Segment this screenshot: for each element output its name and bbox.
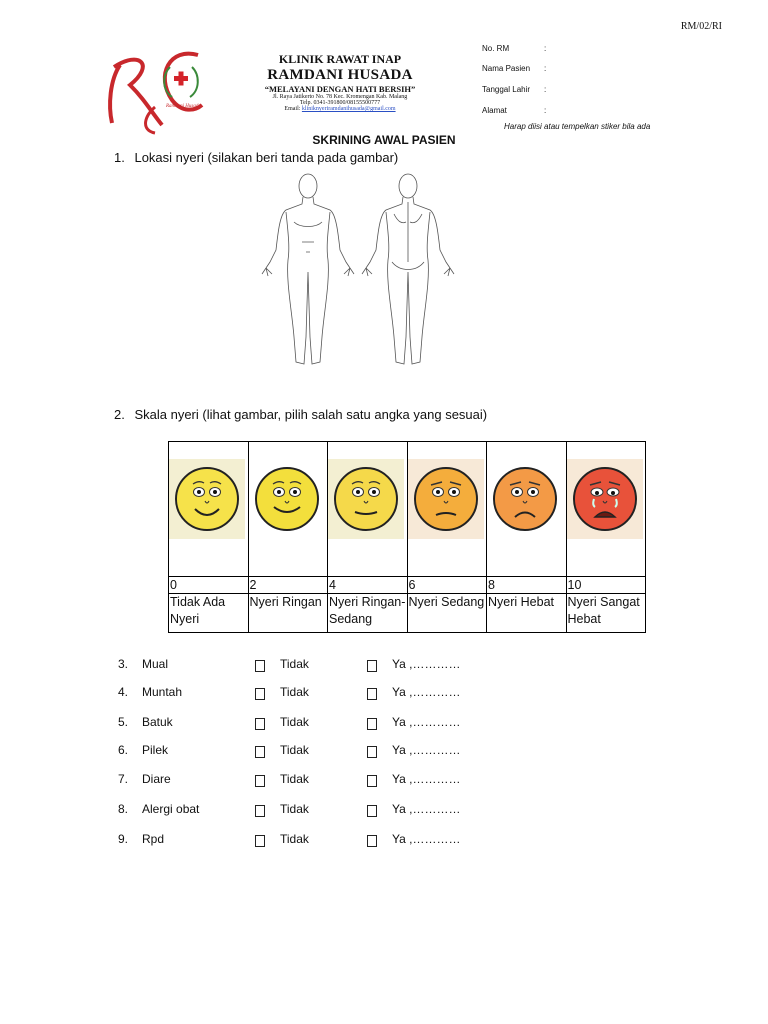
- pain-score[interactable]: 4: [328, 577, 408, 594]
- clinic-phone: Telp. 0341-391800/08155500777: [299, 100, 381, 106]
- pain-label: Tidak Ada Nyeri: [169, 594, 249, 633]
- body-front: [262, 174, 354, 364]
- question-2: [114, 407, 487, 422]
- question-number: 4.: [118, 685, 129, 699]
- pain-face-sad-icon: [487, 459, 563, 539]
- question-label: Rpd: [142, 832, 165, 846]
- clinic-tagline: “MELAYANI DENGAN HATI BERSIH”: [264, 84, 416, 94]
- question-label: Mual: [142, 657, 169, 671]
- checkbox-tidak[interactable]: [255, 715, 265, 733]
- pain-label: Nyeri Sedang: [407, 594, 487, 633]
- body-map-figure[interactable]: [240, 172, 478, 368]
- pain-face-cell[interactable]: [487, 442, 567, 577]
- option-ya-label: Ya ,…………: [392, 715, 461, 729]
- pain-score[interactable]: 8: [487, 577, 567, 594]
- option-ya-label: Ya ,…………: [392, 685, 461, 699]
- pain-label: Nyeri Hebat: [487, 594, 567, 633]
- checkbox-ya[interactable]: [367, 832, 377, 850]
- checkbox-ya[interactable]: [367, 657, 377, 675]
- question-number: 6.: [118, 743, 129, 757]
- pain-labels-row: [169, 594, 646, 633]
- form-title: SKRINING AWAL PASIEN: [312, 133, 456, 147]
- question-number: 7.: [118, 772, 129, 786]
- body-back: [362, 174, 454, 364]
- pain-label: Nyeri Ringan: [248, 594, 328, 633]
- field-no-rm: No. RM :: [482, 44, 547, 53]
- question-1: [114, 150, 398, 165]
- option-tidak-label: Tidak: [280, 685, 309, 699]
- q2-text: Skala nyeri (lihat gambar, pilih salah satu angka yang sesuai): [134, 407, 488, 422]
- pain-face-grin-icon: [249, 459, 325, 539]
- pain-face-smile-icon: [169, 459, 245, 539]
- pain-face-neutral-icon: [328, 459, 404, 539]
- pain-face-cry-icon: [567, 459, 643, 539]
- checkbox-ya[interactable]: [367, 743, 377, 761]
- option-tidak-label: Tidak: [280, 832, 309, 846]
- checkbox-ya[interactable]: [367, 802, 377, 820]
- clinic-header: [220, 52, 460, 112]
- question-number: 5.: [118, 715, 129, 729]
- pain-label: Nyeri Sangat Hebat: [566, 594, 646, 633]
- clinic-email-line: [220, 106, 460, 112]
- option-tidak-label: Tidak: [280, 772, 309, 786]
- checkbox-tidak[interactable]: [255, 802, 265, 820]
- option-tidak-label: Tidak: [280, 657, 309, 671]
- question-label: Muntah: [142, 685, 183, 699]
- pain-face-cell[interactable]: [566, 442, 646, 577]
- checkbox-tidak[interactable]: [255, 772, 265, 790]
- checkbox-tidak[interactable]: [255, 657, 265, 675]
- q1-text: Lokasi nyeri (silakan beri tanda pada gambar): [134, 150, 399, 165]
- question-number: 3.: [118, 657, 129, 671]
- clinic-logo: [100, 45, 210, 135]
- field-alamat: Alamat :: [482, 106, 547, 115]
- pain-face-cell[interactable]: [169, 442, 249, 577]
- pain-face-cell[interactable]: [248, 442, 328, 577]
- question-label: Pilek: [142, 743, 169, 757]
- option-tidak-label: Tidak: [280, 715, 309, 729]
- option-tidak-label: Tidak: [280, 743, 309, 757]
- checkbox-tidak[interactable]: [255, 743, 265, 761]
- clinic-type: KLINIK RAWAT INAP: [278, 52, 402, 66]
- checkbox-ya[interactable]: [367, 772, 377, 790]
- pain-score[interactable]: 6: [407, 577, 487, 594]
- question-number: 9.: [118, 832, 129, 846]
- checkbox-ya[interactable]: [367, 715, 377, 733]
- question-number: 8.: [118, 802, 129, 816]
- clinic-address: Jl. Raya Jatikerto No. 78 Kec. Kromengan Kab. Malang: [272, 94, 408, 100]
- pain-score[interactable]: 2: [248, 577, 328, 594]
- q1-number: 1.: [114, 150, 125, 165]
- option-ya-label: Ya ,…………: [392, 657, 461, 671]
- pain-score[interactable]: 10: [566, 577, 646, 594]
- pain-score[interactable]: 0: [169, 577, 249, 594]
- checkbox-tidak[interactable]: [255, 832, 265, 850]
- pain-scores-row: [169, 577, 646, 594]
- option-ya-label: Ya ,…………: [392, 832, 461, 846]
- pain-faces-row: [169, 442, 646, 577]
- patient-id-box: [482, 44, 546, 115]
- question-label: Batuk: [142, 715, 173, 729]
- option-ya-label: Ya ,…………: [392, 772, 461, 786]
- field-nama-pasien: Nama Pasien :: [482, 64, 547, 73]
- sticker-note: Harap diisi atau tempelkan stiker bila ada: [504, 122, 651, 131]
- option-ya-label: Ya ,…………: [392, 743, 461, 757]
- document-code: RM/02/RI: [680, 21, 722, 32]
- q2-number: 2.: [114, 407, 125, 422]
- field-tanggal-lahir: Tanggal Lahir :: [482, 85, 547, 94]
- pain-scale-table: [168, 441, 646, 633]
- pain-label: Nyeri Ringan-Sedang: [328, 594, 408, 633]
- option-tidak-label: Tidak: [280, 802, 309, 816]
- question-label: Alergi obat: [142, 802, 200, 816]
- checkbox-tidak[interactable]: [255, 685, 265, 703]
- question-label: Diare: [142, 772, 171, 786]
- clinic-name: RAMDANI HUSADA: [267, 67, 413, 83]
- clinic-email-link[interactable]: kliniknyeriramdanihusada@gmail.com: [301, 106, 396, 112]
- pain-face-cell[interactable]: [328, 442, 408, 577]
- option-ya-label: Ya ,…………: [392, 802, 461, 816]
- checkbox-ya[interactable]: [367, 685, 377, 703]
- logo-text: Ramdani Husada: [166, 104, 201, 109]
- pain-face-frown-icon: [408, 459, 484, 539]
- email-label: Email:: [284, 106, 301, 112]
- pain-face-cell[interactable]: [407, 442, 487, 577]
